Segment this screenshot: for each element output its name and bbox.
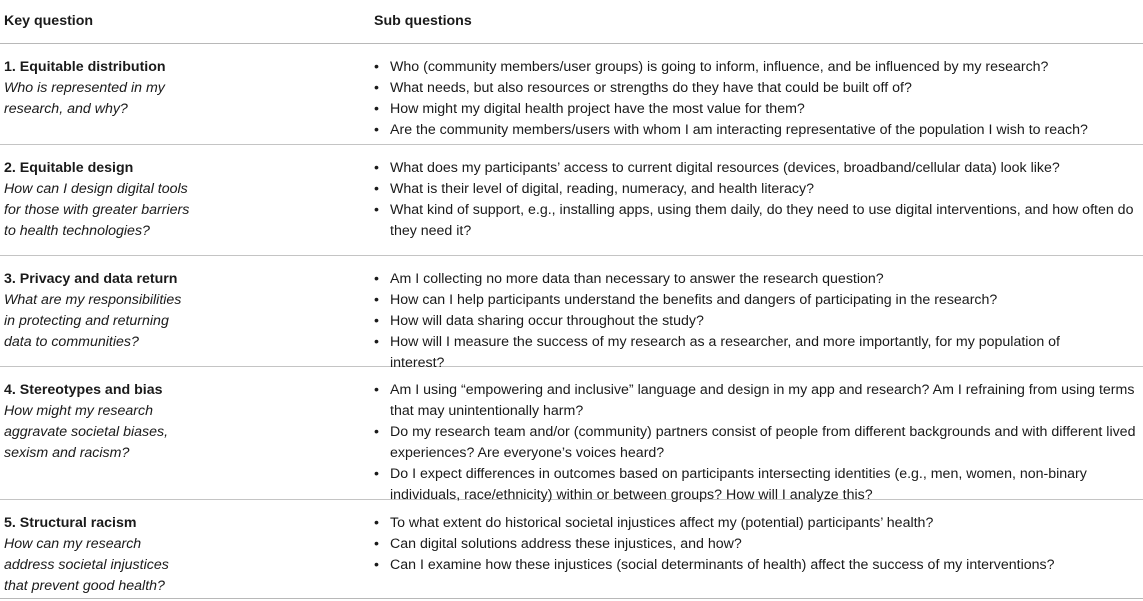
list-item: • How can I help participants understand the benefits and dangers of participating in the research? bbox=[371, 290, 1143, 311]
list-item: • What kind of support, e.g., installing apps, using them daily, do they need to use digital interventions, and how often do they need it? bbox=[371, 200, 1143, 242]
key-question-cell bbox=[0, 158, 371, 252]
list-item: • What is their level of digital, reading, numeracy, and health literacy? bbox=[371, 179, 1143, 200]
sub-questions-list bbox=[371, 513, 1143, 576]
list-item: • Can digital solutions address these injustices, and how? bbox=[371, 534, 1143, 555]
key-question-title: 3. Privacy and data return bbox=[4, 271, 178, 287]
list-item: • What needs, but also resources or strengths do they have that could be built off of? bbox=[371, 78, 1143, 99]
sub-questions-list bbox=[371, 158, 1143, 242]
header-key-question: Key question bbox=[4, 13, 94, 29]
sub-questions-cell bbox=[371, 269, 1143, 371]
key-question-cell bbox=[0, 513, 371, 595]
list-item: • How might my digital health project have the most value for them? bbox=[371, 99, 1143, 120]
key-question-title: 1. Equitable distribution bbox=[4, 59, 166, 75]
table-row bbox=[0, 500, 1143, 599]
table-row bbox=[0, 367, 1143, 503]
key-question-title: 5. Structural racism bbox=[4, 515, 137, 531]
list-item: • Do my research team and/or (community) partners consist of people from different backgrounds and with different lived experiences? Are everyone’s voices heard? bbox=[371, 422, 1143, 464]
sub-questions-cell bbox=[371, 57, 1143, 141]
header-sub-questions: Sub questions bbox=[374, 13, 472, 29]
sub-questions-cell bbox=[371, 158, 1143, 252]
key-question-subtitle: How might my research aggravate societal biases, sexism and racism? bbox=[4, 403, 169, 461]
list-item: • Are the community members/users with whom I am interacting representative of the population I wish to reach? bbox=[371, 120, 1143, 141]
sub-questions-list bbox=[371, 57, 1143, 141]
list-item: • How will data sharing occur throughout the study? bbox=[371, 311, 1143, 332]
key-question-title: 2. Equitable design bbox=[4, 160, 134, 176]
list-item: • Am I collecting no more data than necessary to answer the research question? bbox=[371, 269, 1143, 290]
list-item: • Who (community members/user groups) is going to inform, influence, and be influenced by my research? bbox=[371, 57, 1143, 78]
list-item: • Can I examine how these injustices (social determinants of health) affect the success of my interventions? bbox=[371, 555, 1143, 576]
sub-questions-cell bbox=[371, 513, 1143, 595]
list-item: • Am I using “empowering and inclusive” language and design in my app and research? Am I refraining from using terms that may unintentionally harm? bbox=[371, 380, 1143, 422]
list-item: • What does my participants’ access to current digital resources (devices, broadband/cellular data) look like? bbox=[371, 158, 1143, 179]
list-item: • Do I expect differences in outcomes based on participants intersecting identities (e.g., men, women, non-binary individuals, race/ethnicity) within or between groups? How will I analyze this? bbox=[371, 464, 1143, 506]
sub-questions-list bbox=[371, 380, 1143, 506]
sub-questions-list bbox=[371, 269, 1143, 374]
key-question-subtitle: What are my responsibilities in protecting and returning data to communities? bbox=[4, 292, 182, 350]
list-item: • To what extent do historical societal injustices affect my (potential) participants’ health? bbox=[371, 513, 1143, 534]
key-question-subtitle: Who is represented in my research, and why? bbox=[4, 80, 165, 117]
list-item: • How will I measure the success of my research as a researcher, and more importantly, for my population of interest? bbox=[371, 332, 1092, 374]
table-row bbox=[0, 256, 1143, 371]
key-question-cell bbox=[0, 380, 371, 496]
table-row bbox=[0, 44, 1143, 145]
key-question-cell bbox=[0, 57, 371, 141]
key-question-subtitle: How can my research address societal injustices that prevent good health? bbox=[4, 536, 169, 594]
key-question-subtitle: How can I design digital tools for those with greater barriers to health technologies? bbox=[4, 181, 190, 239]
key-question-title: 4. Stereotypes and bias bbox=[4, 382, 163, 398]
key-question-cell bbox=[0, 269, 371, 363]
table-row bbox=[0, 145, 1143, 256]
sub-questions-cell bbox=[371, 380, 1143, 503]
table-header bbox=[0, 0, 1143, 44]
